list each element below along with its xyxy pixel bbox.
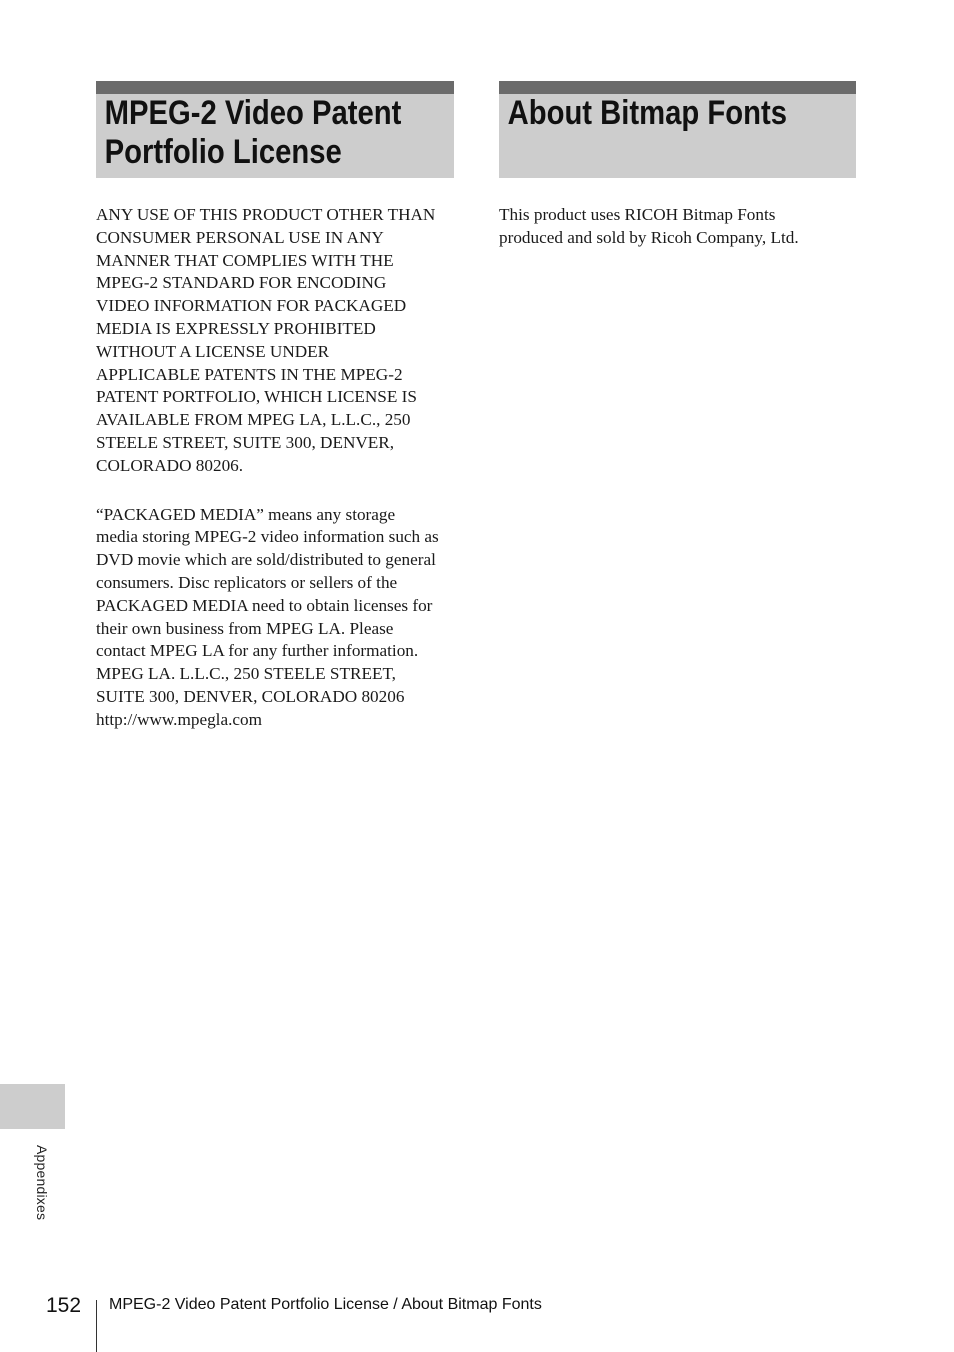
- text-line: APPLICABLE PATENTS IN THE MPEG-2: [96, 364, 403, 384]
- text-line: consumers. Disc replicators or sellers of the: [96, 572, 398, 592]
- text-line: MEDIA IS EXPRESSLY PROHIBITED: [96, 318, 376, 338]
- text-line: This product uses RICOH Bitmap Fonts: [499, 205, 776, 224]
- text-line: STEELE STREET, SUITE 300, DENVER,: [96, 432, 395, 452]
- text-line: their own business from MPEG LA. Please: [96, 618, 394, 638]
- bitmap-fonts-paragraph: [499, 204, 856, 250]
- section-heading-box: [499, 81, 856, 178]
- text-line: ANY USE OF THIS PRODUCT OTHER THAN: [96, 205, 436, 224]
- section-title: [96, 94, 404, 172]
- text-line: DVD movie which are sold/distributed to general: [96, 550, 436, 570]
- text-line: produced and sold by Ricoh Company, Ltd.: [499, 227, 799, 247]
- text-line: contact MPEG LA for any further information.: [96, 641, 419, 661]
- text-line: AVAILABLE FROM MPEG LA, L.L.C., 250: [96, 410, 411, 430]
- text-line: “PACKAGED MEDIA” means any storage: [96, 504, 396, 524]
- text-line: PATENT PORTFOLIO, WHICH LICENSE IS: [96, 387, 417, 407]
- chapter-tab: [0, 1084, 65, 1129]
- text-line: WITHOUT A LICENSE UNDER: [96, 341, 330, 361]
- section-title: [499, 94, 806, 133]
- text-line: MPEG-2 STANDARD FOR ENCODING: [96, 273, 387, 293]
- packaged-media-paragraph: [96, 504, 454, 732]
- section-heading-box: [96, 81, 454, 178]
- text-line: COLORADO 80206.: [96, 455, 244, 475]
- title-line: About Bitmap Fonts: [507, 94, 787, 132]
- text-line: MPEG LA. L.L.C., 250 STEELE STREET,: [96, 664, 396, 684]
- text-line: PACKAGED MEDIA need to obtain licenses for: [96, 595, 433, 615]
- text-line: SUITE 300, DENVER, COLORADO 80206: [96, 686, 405, 706]
- license-paragraph: [96, 204, 454, 478]
- text-line: MANNER THAT COMPLIES WITH THE: [96, 250, 394, 270]
- title-line: MPEG-2 Video Patent: [104, 94, 402, 132]
- footer-divider: [96, 1300, 97, 1352]
- text-line: media storing MPEG-2 video information such as: [96, 527, 439, 547]
- title-line: Portfolio License: [104, 133, 342, 171]
- text-line: CONSUMER PERSONAL USE IN ANY: [96, 227, 384, 247]
- running-title: MPEG-2 Video Patent Portfolio License / About Bitmap Fonts: [109, 1296, 542, 1313]
- chapter-tab-label: Appendixes: [34, 1145, 50, 1221]
- section-bitmap-fonts: [499, 81, 856, 250]
- page-number: 152: [46, 1294, 82, 1317]
- section-mpeg2-license: [96, 81, 454, 732]
- url-line: http://www.mpegla.com: [96, 709, 262, 729]
- text-line: VIDEO INFORMATION FOR PACKAGED: [96, 296, 407, 316]
